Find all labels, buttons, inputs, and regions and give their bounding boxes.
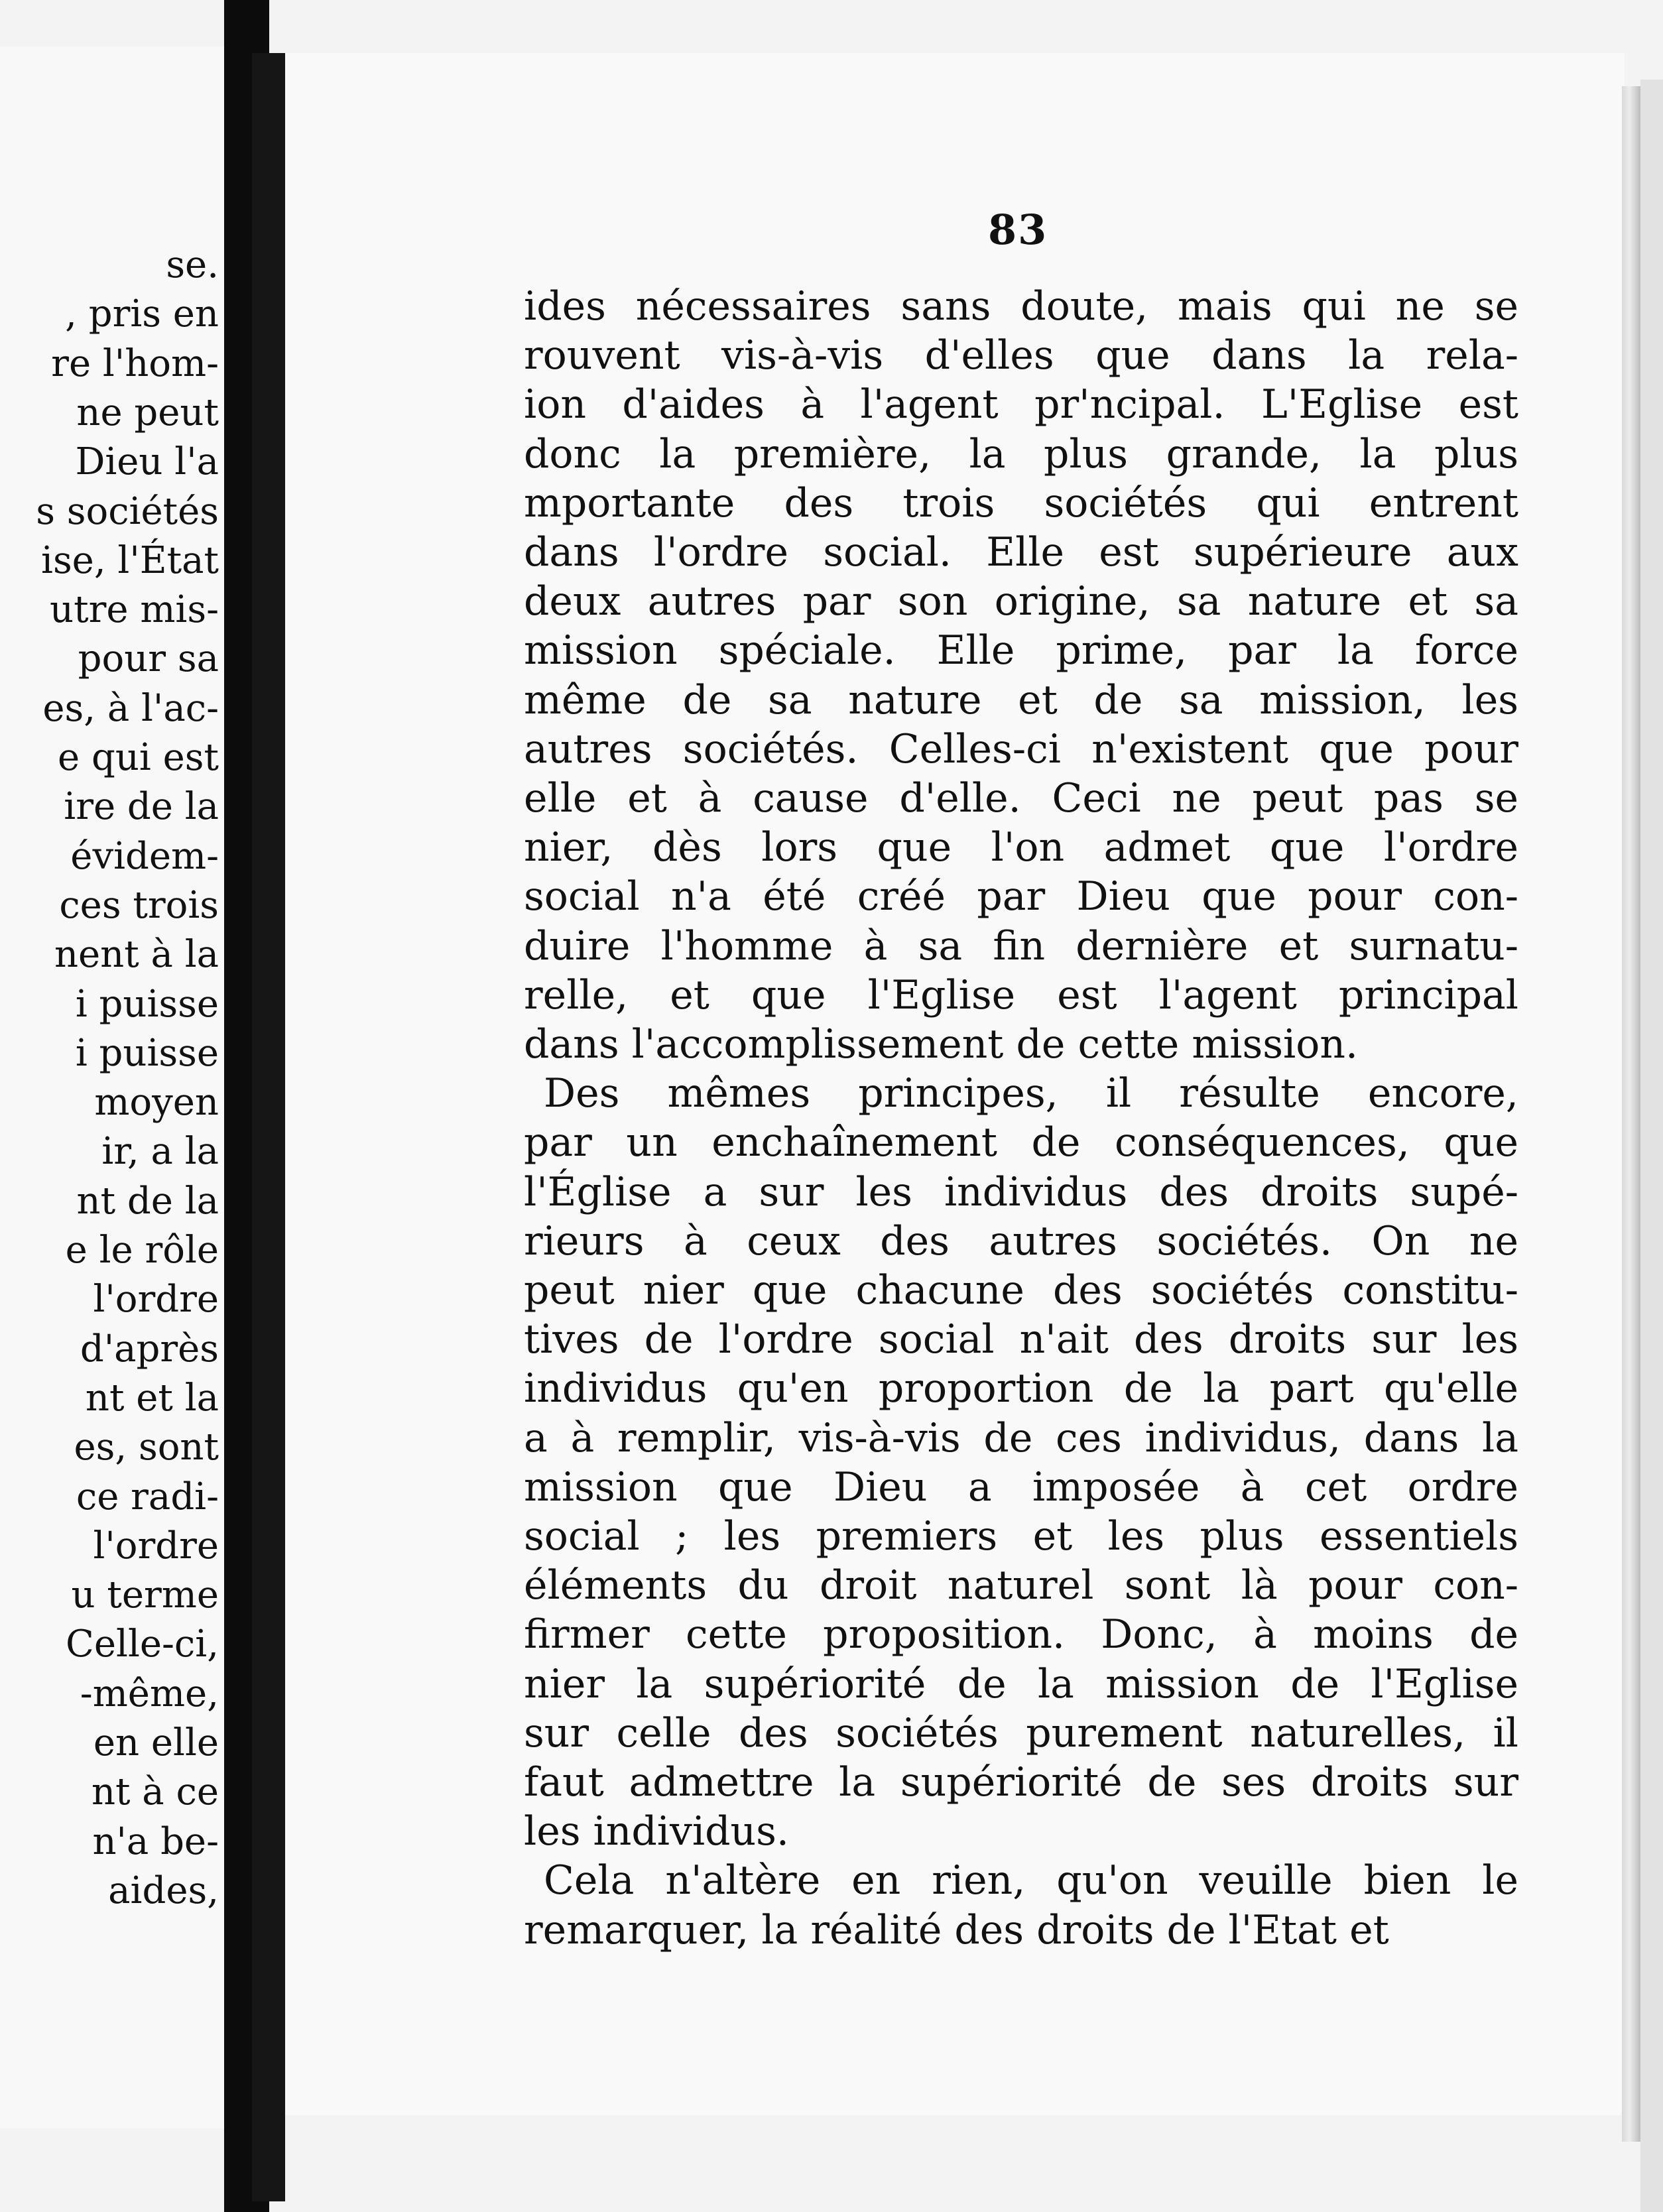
left-page-line: l'ordre bbox=[93, 1524, 219, 1567]
text-line: éléments du droit naturel sont là pour con- bbox=[524, 1562, 1518, 1609]
text-line: firmer cette proposition. Donc, à moins de bbox=[524, 1611, 1518, 1658]
left-page-line: i puisse bbox=[75, 1031, 219, 1075]
left-page-line: i puisse bbox=[75, 982, 219, 1026]
text-line: social ; les premiers et les plus essentiels bbox=[524, 1513, 1518, 1560]
text-line: sur celle des sociétés purement naturelles, il bbox=[524, 1709, 1518, 1756]
text-line: dans l'accomplissement de cette mission. bbox=[524, 1021, 1359, 1068]
text-line: deux autres par son origine, sa nature et sa bbox=[524, 578, 1518, 625]
left-page-line: nt à ce bbox=[91, 1770, 219, 1814]
text-line: ides nécessaires sans doute, mais qui ne se bbox=[524, 283, 1518, 330]
left-page-line: pour sa bbox=[78, 637, 219, 681]
left-page-line: aides, bbox=[108, 1869, 219, 1912]
text-line: donc la première, la plus grande, la plus bbox=[524, 430, 1518, 477]
left-page-line: Dieu l'a bbox=[75, 440, 219, 484]
left-page-line: ise, l'État bbox=[41, 538, 219, 582]
left-page-line: se. bbox=[166, 243, 219, 286]
left-page-line: es, à l'ac- bbox=[42, 686, 219, 730]
text-line: les individus. bbox=[524, 1808, 789, 1855]
left-page-line: es, sont bbox=[74, 1426, 219, 1469]
left-page-line: évidem- bbox=[70, 834, 219, 878]
left-page-line: ne peut bbox=[76, 391, 219, 434]
text-line: duire l'homme à sa fin dernière et surnatu- bbox=[524, 922, 1518, 969]
left-page-line: e le rôle bbox=[65, 1229, 219, 1272]
left-page-line: d'après bbox=[80, 1327, 219, 1371]
text-line: mportante des trois sociétés qui entrent bbox=[524, 479, 1518, 526]
text-line: remarquer, la réalité des droits de l'Etat et bbox=[524, 1906, 1389, 1953]
text-line: peut nier que chacune des sociétés constitu- bbox=[524, 1267, 1518, 1314]
left-page-line: -même, bbox=[80, 1672, 219, 1715]
left-page-line: nt de la bbox=[76, 1179, 219, 1223]
text-line: autres sociétés. Celles-ci n'existent que pour bbox=[524, 725, 1518, 772]
text-line: Cela n'altère en rien, qu'on veuille bien le bbox=[544, 1857, 1518, 1904]
text-line: nier, dès lors que l'on admet que l'ordre bbox=[524, 824, 1518, 871]
left-page-line: ir, a la bbox=[101, 1130, 219, 1174]
text-line: l'Église a sur les individus des droits supé- bbox=[524, 1168, 1518, 1215]
text-line: rieurs à ceux des autres sociétés. On ne bbox=[524, 1217, 1518, 1264]
text-line: Des mêmes principes, il résulte encore, bbox=[544, 1070, 1518, 1117]
text-line: a à remplir, vis-à-vis de ces individus, dans la bbox=[524, 1414, 1518, 1461]
text-line: par un enchaînement de conséquences, que bbox=[524, 1119, 1518, 1166]
left-page-line: en elle bbox=[93, 1721, 219, 1764]
text-line: mission spéciale. Elle prime, par la force bbox=[524, 627, 1518, 674]
left-page-line: Celle-ci, bbox=[66, 1623, 219, 1666]
left-page-line: e qui est bbox=[58, 736, 219, 779]
left-page-line: re l'hom- bbox=[51, 341, 219, 385]
text-line: rouvent vis-à-vis d'elles que dans la rela- bbox=[524, 332, 1518, 379]
book-gutter-shadow bbox=[252, 53, 285, 2201]
text-line: mission que Dieu a imposée à cet ordre bbox=[524, 1463, 1518, 1510]
left-page-line: n'a be- bbox=[92, 1819, 219, 1863]
left-page-line: ire de la bbox=[64, 785, 219, 829]
left-page-line: ce radi- bbox=[76, 1475, 219, 1518]
text-line: dans l'ordre social. Elle est supérieure aux bbox=[524, 529, 1518, 576]
text-line: social n'a été créé par Dieu que pour con- bbox=[524, 873, 1518, 920]
left-page-line: l'ordre bbox=[93, 1278, 219, 1321]
left-page-line: , pris en bbox=[65, 292, 219, 336]
text-line: faut admettre la supériorité de ses droits sur bbox=[524, 1759, 1518, 1806]
page-number: 83 bbox=[988, 206, 1048, 254]
text-line: relle, et que l'Eglise est l'agent principal bbox=[524, 971, 1518, 1018]
left-page-line: utre mis- bbox=[50, 588, 219, 632]
text-line: elle et à cause d'elle. Ceci ne peut pas se bbox=[524, 775, 1518, 822]
right-page bbox=[259, 53, 1625, 2115]
text-line: ion d'aides à l'agent pr'ncipal. L'Eglise est bbox=[524, 381, 1518, 428]
page-edge-shadow bbox=[1622, 86, 1640, 2142]
left-page-line: ces trois bbox=[59, 883, 219, 927]
left-page-line: s sociétés bbox=[36, 489, 219, 533]
left-page-line: moyen bbox=[94, 1081, 219, 1125]
text-line: tives de l'ordre social n'ait des droits sur les bbox=[524, 1316, 1518, 1363]
text-line: individus qu'en proportion de la part qu'elle bbox=[524, 1365, 1518, 1412]
left-page-line: nent à la bbox=[54, 933, 219, 977]
text-line: même de sa nature et de sa mission, les bbox=[524, 676, 1518, 723]
page-stack-edge bbox=[1640, 80, 1663, 2212]
text-line: nier la supériorité de la mission de l'Eglise bbox=[524, 1660, 1518, 1707]
left-page-line: u terme bbox=[71, 1573, 219, 1617]
left-page-line: nt et la bbox=[85, 1376, 219, 1420]
left-page bbox=[0, 46, 252, 2128]
